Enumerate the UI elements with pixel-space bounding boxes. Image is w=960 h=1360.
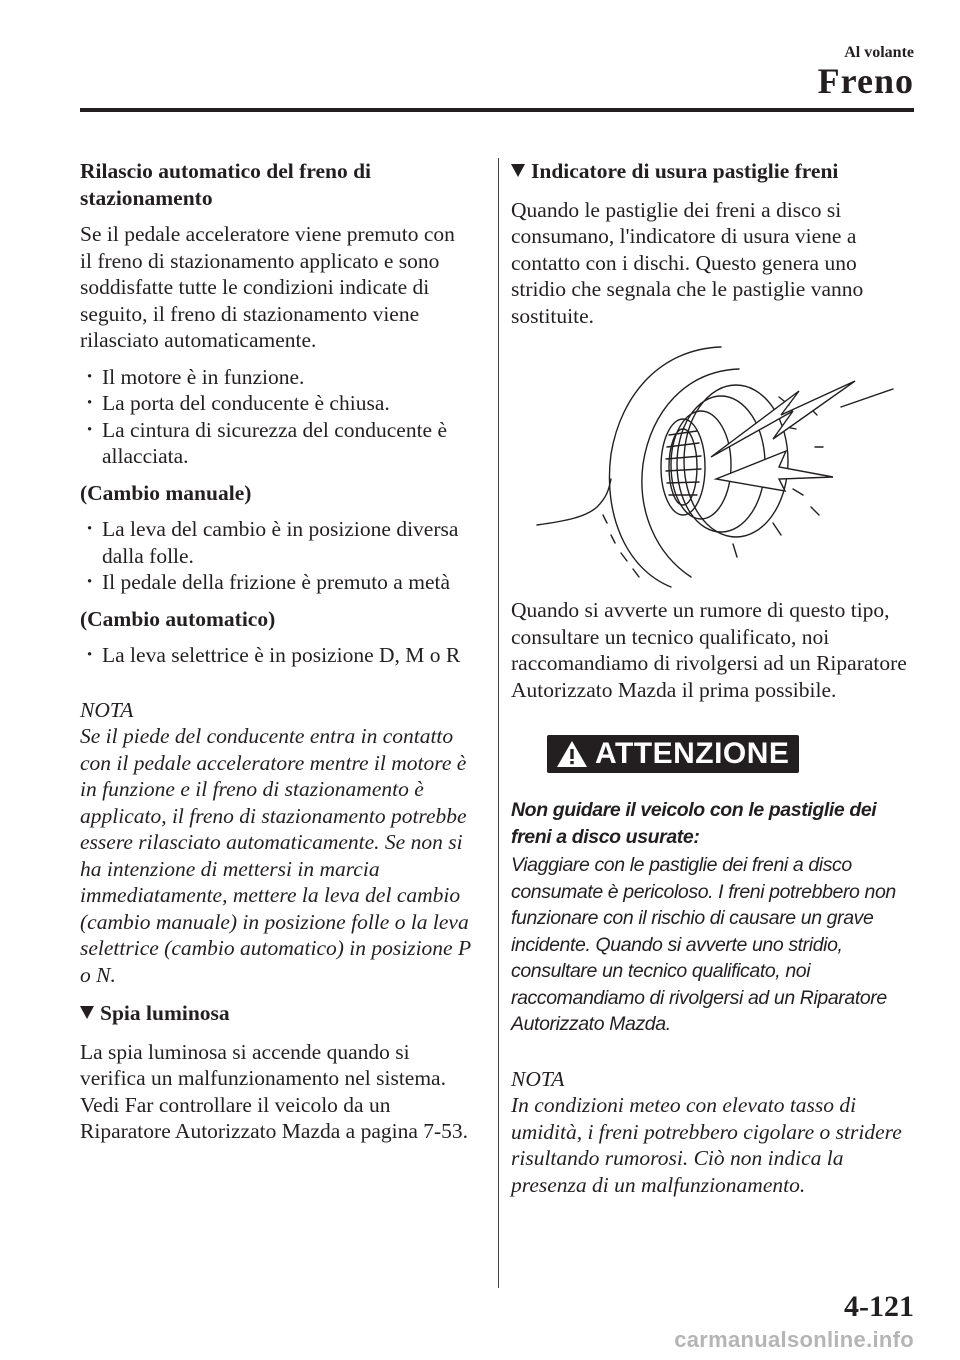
note-text: Se il piede del conducente entra in contatto con il pedale acceleratore mentre il motore è in funzione e il freno di stazionamento è applicato, il freno di stazionamento potrebbe essere rilasciato automaticamente. Se non si ha intenzione di mettersi in marcia immediatamente, mettere la leva del cambio (cambio manuale) in posizione folle o la leva selettrice (cambio automatico) in posizione P o N. [80,724,471,987]
auto-list [80,642,472,669]
spia-text: La spia luminosa si accende quando si verifica un malfunzionamento nel sistema. Vedi Far controllare il veicolo da un Riparatore Autorizzato Mazda a pagina 7-53. [80,1039,469,1143]
warning-triangle-icon [555,739,589,769]
right-heading-label: Indicatore di usura pastiglie freni [531,159,839,183]
list-item: · Il pedale della frizione è premuto a metà [80,569,472,596]
column-divider [498,158,499,1288]
page-title: Freno [817,61,914,101]
list-item: · Il motore è in funzione. [80,364,472,391]
spia-heading-label: Spia luminosa [100,1001,230,1025]
spia-heading [80,1000,472,1027]
manual-heading: (Cambio manuale) [80,480,252,505]
warning-text: Viaggiare con le pastiglie dei freni a disco consumate è pericoloso. I freni potrebbero non funzionare con il rischio di causare un grave incidente. Quando si avverte uno stridio, consultare un tecnico qualificato, noi raccomandiamo di rivolgersi ad un Riparatore Autorizzato Mazda. [511,854,896,1035]
triangle-down-icon [80,1006,94,1019]
warning-bold-text: Non guidare il veicolo con le pastiglie dei freni a disco usurate: [511,799,877,848]
note-label: NOTA [511,1066,565,1091]
left-intro: Se il pedale acceleratore viene premuto con il freno di stazionamento applicato e sono soddisfatte tutte le condizioni indicate di seguito, il freno di stazionamento viene rilasciato automaticamente. [80,222,455,352]
warning-badge [547,735,799,773]
note-text: In condizioni meteo con elevato tasso di umidità, i freni potrebbero cigolare o stridere risultando rumorosi. Ciò non indica la presenza di un malfunzionamento. [511,1093,902,1197]
after-figure-text: Quando si avverte un rumore di questo tipo, consultare un tecnico qualificato, noi raccomandiamo di rivolgersi ad un Riparatore Autorizzato Mazda il prima possibile. [511,598,907,702]
brake-wear-indicator-illustration [511,339,915,589]
list-item: · La leva selettrice è in posizione D, M o R [80,642,472,669]
warning-label: ATTENZIONE [595,736,790,770]
conditions-list [80,364,472,470]
manual-list [80,516,472,596]
header-rule [80,108,914,112]
page-number: 4-121 [844,1290,914,1323]
list-item: · La leva del cambio è in posizione diversa dalla folle. [80,516,472,569]
auto-heading: (Cambio automatico) [80,606,276,631]
watermark: carmanualsonline.info [674,1327,914,1352]
right-column [511,158,915,1208]
triangle-down-icon [511,164,525,177]
left-column [80,158,472,1155]
list-item: · La porta del conducente è chiusa. [80,390,472,417]
left-heading: Rilascio automatico del freno di stazionamento [80,159,372,210]
header-section: Al volante [844,44,914,61]
list-item: · La cintura di sicurezza del conducente è allacciata. [80,417,472,470]
note-label: NOTA [80,697,134,722]
right-heading [511,158,915,185]
right-intro: Quando le pastiglie dei freni a disco si consumano, l'indicatore di usura viene a contatto con i dischi. Questo genera uno stridio che segnala che le pastiglie vanno sostituite. [511,197,864,328]
